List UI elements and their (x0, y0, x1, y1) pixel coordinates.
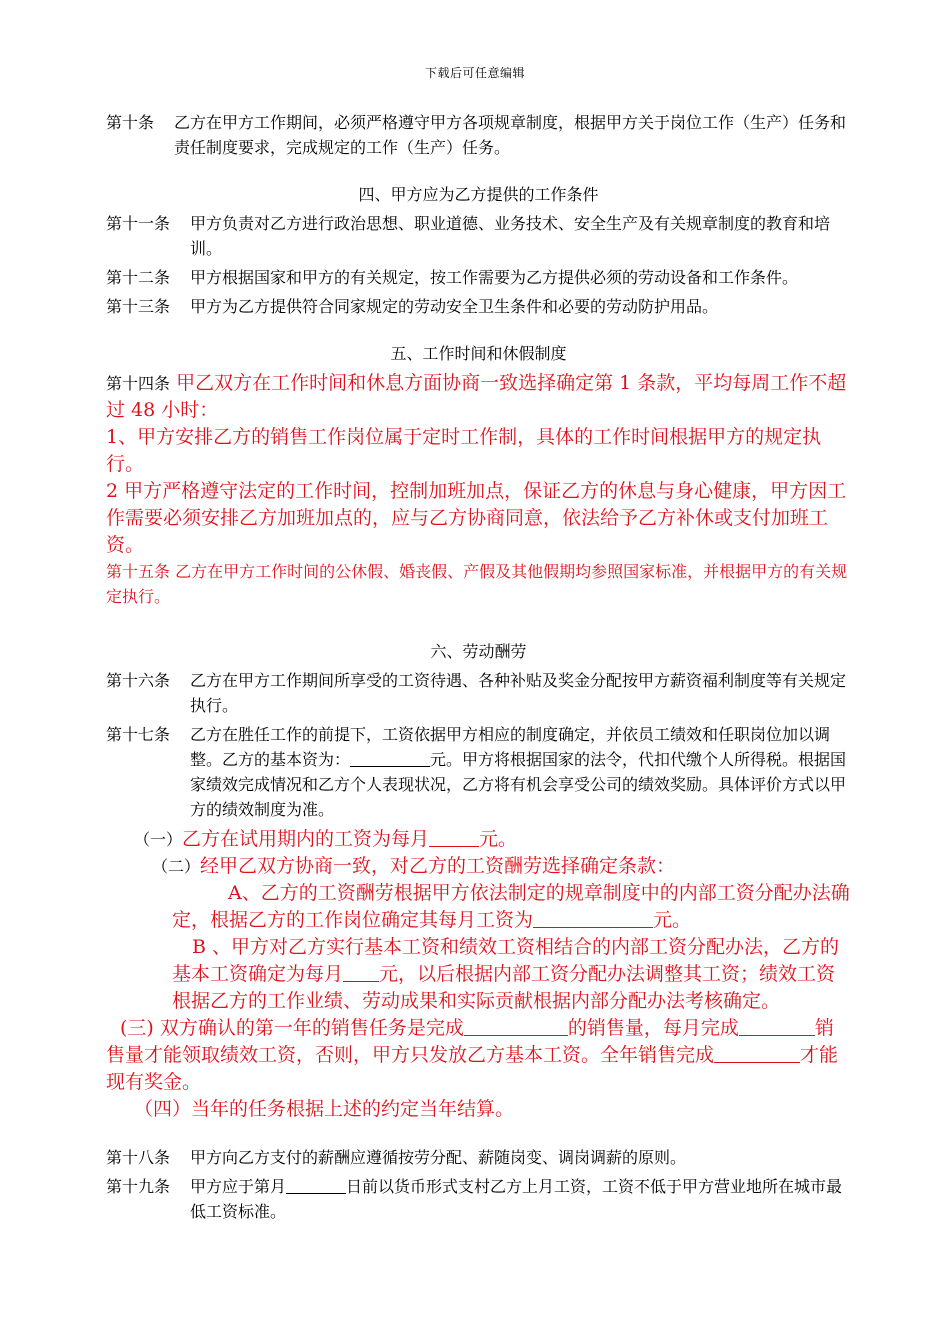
section-heading-4: 四、甲方应为乙方提供的工作条件 (358, 185, 599, 204)
page-header: 下载后可任意编辑 (424, 66, 525, 80)
clause-text: 双方确认的第一年的销售任务是完成 (153, 1017, 464, 1039)
option-text: A、乙方的工资酬劳根据甲方依法制定的规章制度中的内部工资分配办法确定，根据乙方的工作岗位确定其每月工资为 (172, 882, 850, 931)
article-14 (106, 370, 851, 424)
article-text-part2: 日前以货币形式支村乙方上月工资，工资不低于甲方营业地所在城市最低工资标准。 (190, 1177, 843, 1221)
article-text: 乙方在甲方工作期间所享受的工资待遇、各种补贴及奖金分配按甲方薪资福利制度等有关规定执行。 (190, 671, 847, 715)
clause-option-b (172, 934, 851, 1015)
article-number: 第十八条 (106, 1148, 171, 1167)
article-number: 第十条 (106, 113, 155, 132)
article-14-item-1: 1、甲方安排乙方的销售工作岗位属于定时工作制，具体的工作时间根据甲方的规定执行。 (106, 426, 822, 475)
clause-text-end: 元。 (479, 828, 518, 850)
clause-3 (106, 1015, 851, 1096)
article-number: 第十四条 (106, 374, 171, 393)
article-number: 第十一条 (106, 214, 171, 233)
clause-prefix: （二） (152, 857, 201, 876)
article-text: 甲乙双方在工作时间和休息方面协商一致选择确定第 1 条款，平均每周工作不超过 48 小时： (106, 372, 847, 421)
article-text-part1: 甲方应于第月 (190, 1177, 287, 1196)
article-19 (106, 1174, 851, 1224)
article-text: 甲方为乙方提供符合同家规定的劳动安全卫生条件和必要的劳动防护用品。 (190, 297, 719, 316)
article-16 (106, 668, 851, 718)
article-number: 第十九条 (106, 1177, 171, 1196)
article-17 (106, 722, 851, 822)
article-18 (106, 1145, 851, 1170)
article-text: 乙方在甲方工作期间，必须严格遵守甲方各项规章制度，根据甲方关于岗位工作（生产）任务和责任制度要求，完成规定的工作（生产）任务。 (174, 113, 847, 157)
section-heading-5: 五、工作时间和休假制度 (390, 344, 567, 363)
clause-4 (134, 1096, 851, 1123)
blank-probation-salary[interactable] (429, 830, 479, 847)
article-number: 第十七条 (106, 725, 171, 744)
clause-prefix: (三) (120, 1017, 154, 1039)
document-body (106, 110, 851, 1228)
blank-pay-day[interactable] (286, 1177, 346, 1194)
article-12 (106, 265, 851, 290)
blank-monthly-salary[interactable] (533, 911, 653, 928)
clause-prefix: （一） (134, 830, 183, 849)
blank-monthly-target[interactable] (739, 1019, 815, 1036)
article-15: 第十五条 乙方在甲方工作时间的公休假、婚丧假、产假及其他假期均参照国家标准，并根据甲方的有关规定执行。 (106, 562, 848, 606)
article-14-item-2: 2 甲方严格遵守法定的工作时间，控制加班加点，保证乙方的休息与身心健康，甲方因工作需要必须安排乙方加班加点的，应与乙方协商同意，依法给予乙方补休或支付加班工资。 (106, 480, 847, 556)
blank-yearly-sales[interactable] (714, 1046, 800, 1063)
article-text: 甲方向乙方支付的薪酬应遵循按劳分配、薪随岗变、调岗调薪的原则。 (190, 1148, 687, 1167)
clause-text: 当年的任务根据上述的约定当年结算。 (191, 1098, 515, 1120)
option-text-end: 元。 (653, 909, 692, 931)
section-heading-6: 六、劳动酬劳 (430, 642, 527, 661)
option-text: B 、甲方对乙方实行基本工资和绩效工资相结合的内部工资分配办法，乙方的基本工资确定为每月 (172, 936, 840, 985)
article-13 (106, 294, 851, 319)
clause-text-2: 的销售量，每月完成 (567, 1017, 739, 1039)
article-10 (106, 110, 851, 160)
clause-1 (134, 826, 851, 853)
clause-2 (152, 853, 851, 880)
option-text-end: 元，以后根据内部工资分配办法调整其工资；绩效工资根据乙方的工作业绩、劳动成果和实际贡献根据内部分配办法考核确定。 (172, 963, 836, 1012)
clause-text: 经甲乙双方协商一致，对乙方的工资酬劳选择确定条款： (200, 855, 676, 877)
article-11 (106, 211, 851, 261)
article-number: 第十二条 (106, 268, 171, 287)
clause-text-3: 销售量才能领取绩效工资，否则，甲方只发放乙方基本工资。全年销售完成 (106, 1017, 834, 1066)
blank-basic-wage[interactable] (343, 965, 379, 982)
article-text: 甲方负责对乙方进行政治思想、职业道德、业务技术、安全生产及有关规章制度的教育和培训。 (190, 214, 831, 258)
clause-text: 乙方在试用期内的工资为每月 (182, 828, 430, 850)
blank-base-salary[interactable] (350, 750, 430, 767)
blank-annual-target[interactable] (464, 1019, 568, 1036)
clause-text-4: 才能现有奖金。 (106, 1044, 839, 1093)
article-number: 第十三条 (106, 297, 171, 316)
article-number: 第十六条 (106, 671, 171, 690)
article-text: 甲方根据国家和甲方的有关规定，按工作需要为乙方提供必须的劳动设备和工作条件。 (190, 268, 799, 287)
clause-option-a (172, 880, 851, 934)
article-text-part2: 元。甲方将根据国家的法令，代扣代缴个人所得税。根据国家绩效完成情况和乙方个人表现状况，乙方将有机会享受公司的绩效奖励。具体评价方式以甲方的绩效制度为准。 (190, 750, 847, 819)
article-text-part1: 乙方在胜任工作的前提下，工资依据甲方相应的制度确定，并依员工绩效和任职岗位加以调整。乙方的基本资为： (190, 725, 831, 769)
clause-prefix: （四） (134, 1098, 192, 1120)
